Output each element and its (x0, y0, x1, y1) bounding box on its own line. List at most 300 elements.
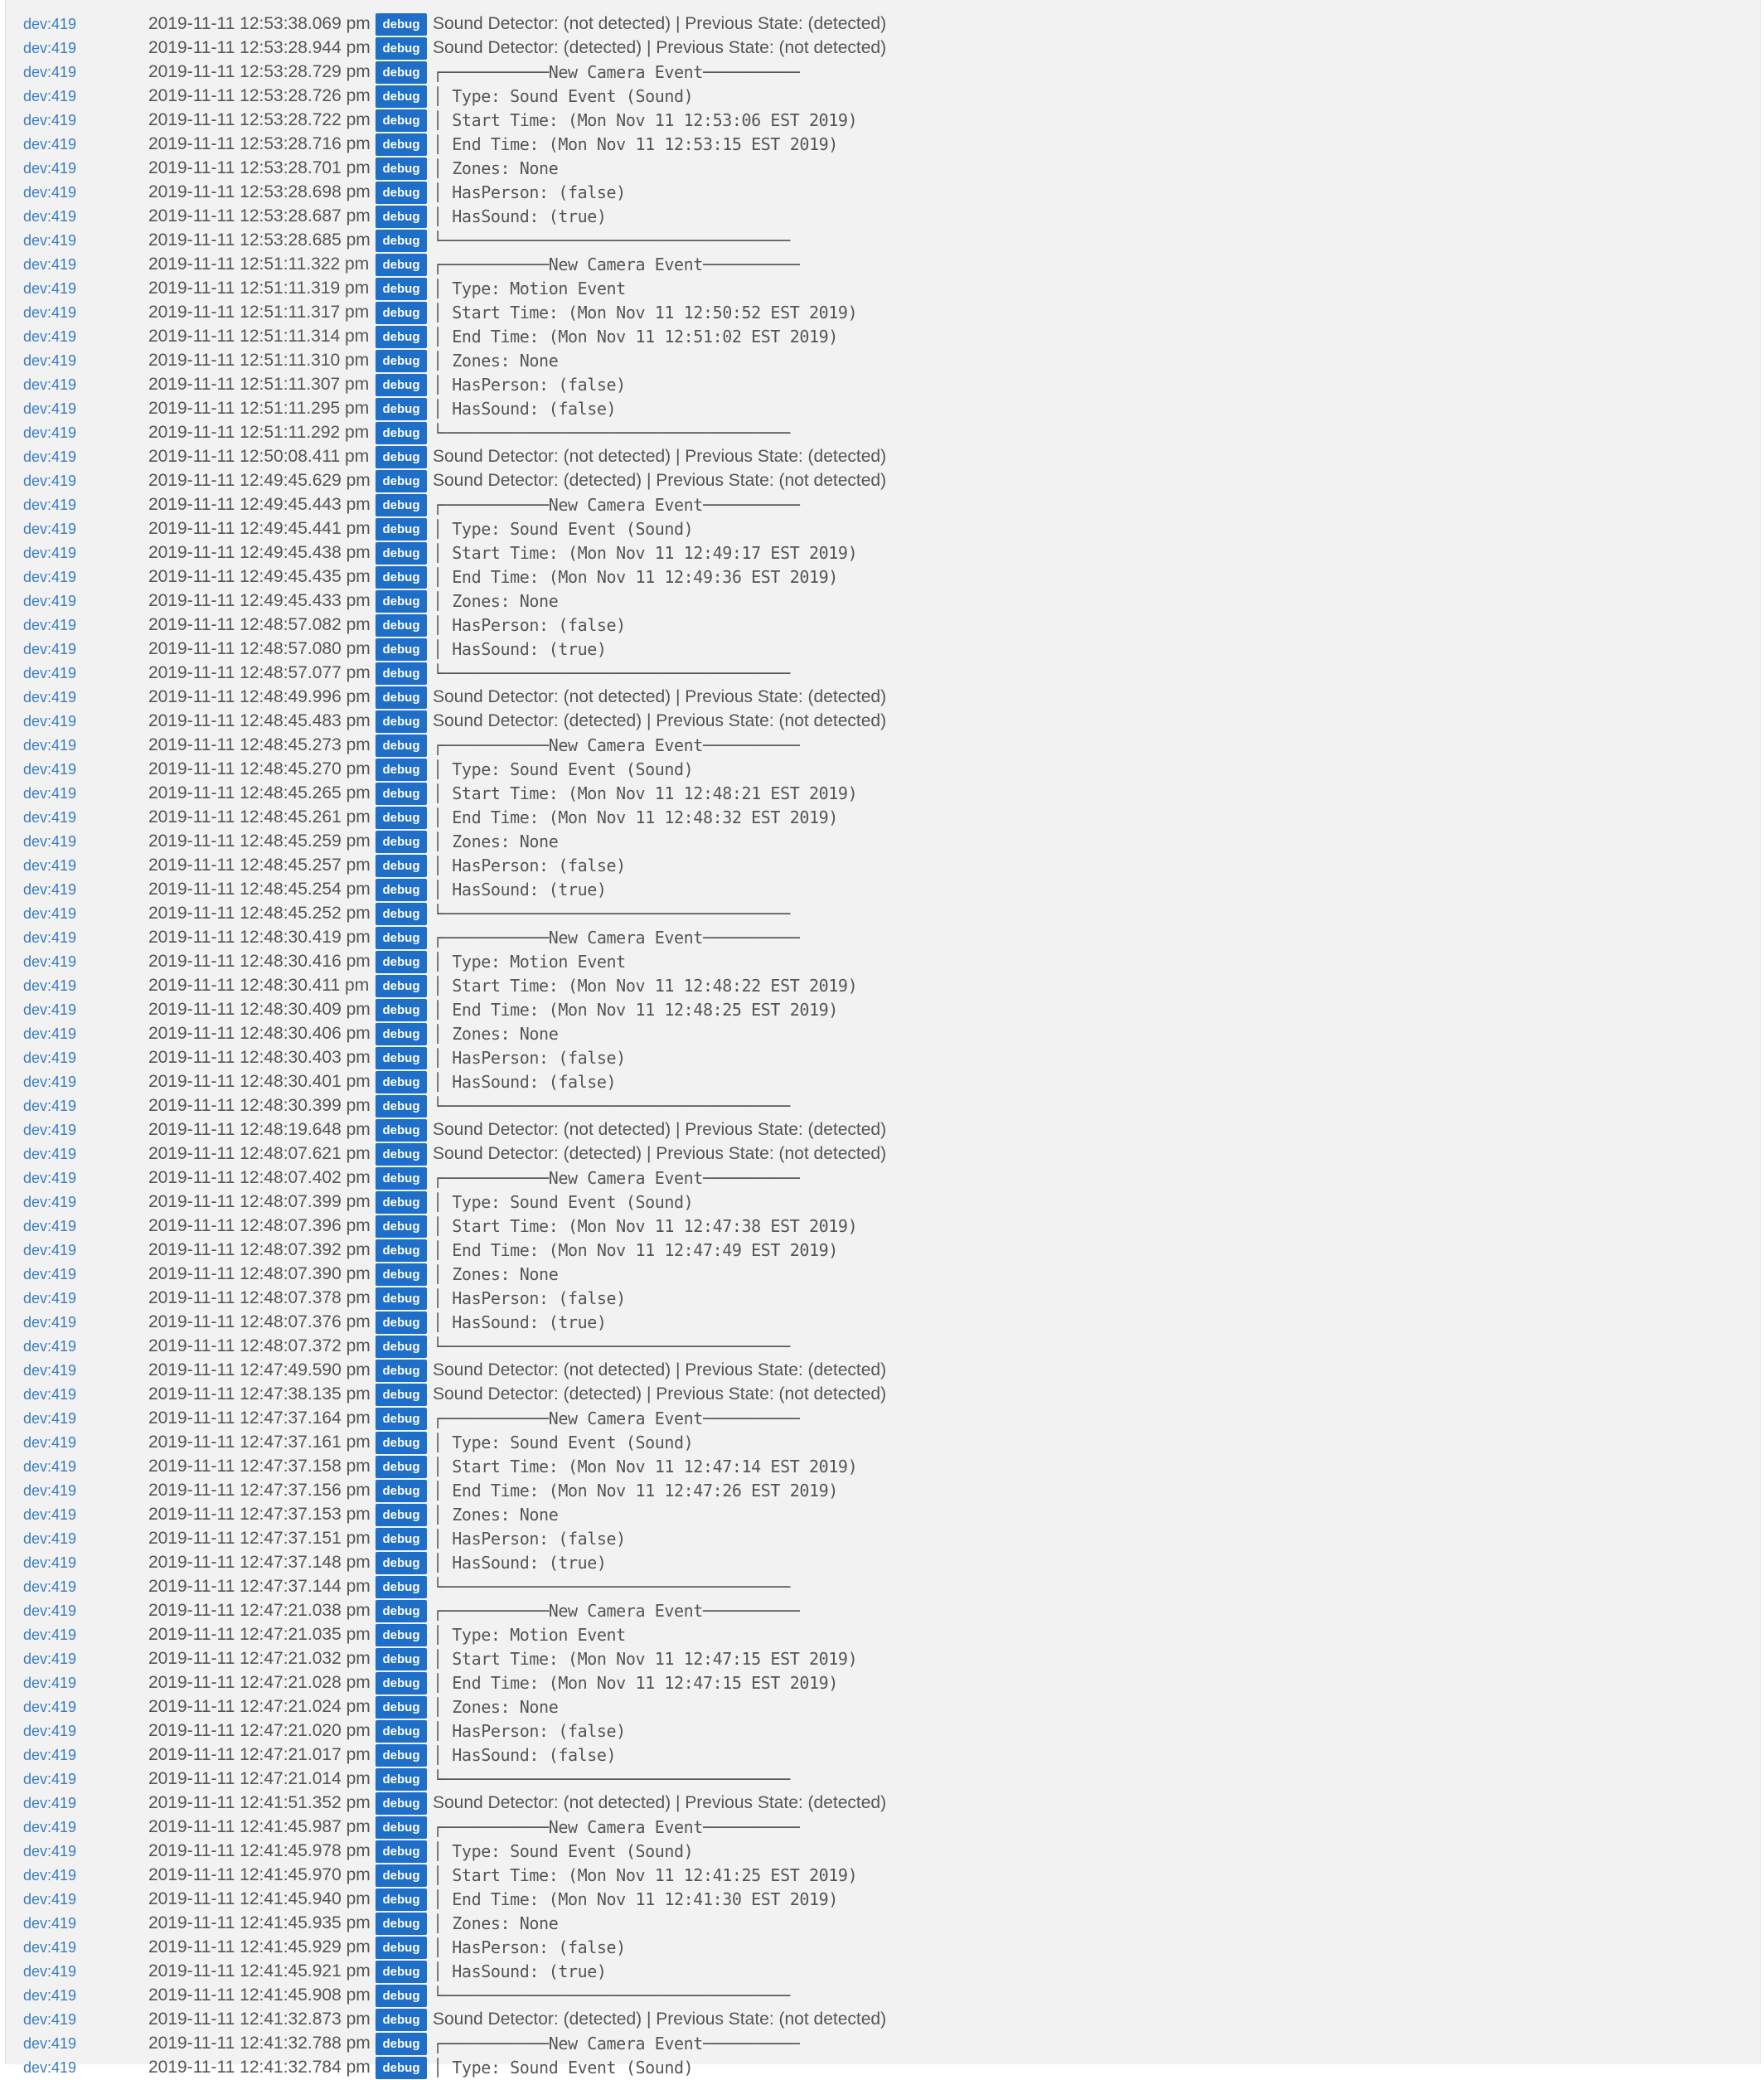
log-timestamp: 2019-11-11 12:53:28.729 pm (148, 62, 371, 81)
log-row (6, 85, 1760, 109)
log-timestamp: 2019-11-11 12:48:45.259 pm (148, 832, 371, 851)
device-link[interactable]: dev:419 (23, 1651, 77, 1667)
log-message: │ Zones: None (433, 351, 559, 371)
log-timestamp: 2019-11-11 12:41:32.788 pm (148, 2034, 371, 2053)
device-link[interactable]: dev:419 (23, 977, 77, 994)
device-link[interactable]: dev:419 (23, 1627, 77, 1643)
log-timestamp: 2019-11-11 12:48:30.409 pm (148, 1000, 371, 1019)
log-level-badge: debug (376, 326, 427, 348)
log-row (6, 2008, 1760, 2032)
log-level-badge: debug (376, 1864, 427, 1887)
log-level-badge: debug (376, 446, 427, 468)
log-message: │ HasPerson: (false) (433, 856, 626, 875)
device-link[interactable]: dev:419 (23, 1386, 77, 1403)
device-link[interactable]: dev:419 (23, 184, 77, 201)
log-row (6, 397, 1760, 421)
log-level-badge: debug (376, 158, 427, 180)
device-link[interactable]: dev:419 (23, 641, 77, 657)
log-row (6, 1888, 1760, 1912)
log-timestamp: 2019-11-11 12:47:37.156 pm (148, 1481, 371, 1500)
log-row (6, 229, 1760, 253)
log-level-badge: debug (376, 206, 427, 228)
log-level-badge: debug (376, 1552, 427, 1574)
device-link[interactable]: dev:419 (23, 160, 77, 177)
log-timestamp: 2019-11-11 12:47:38.135 pm (148, 1384, 371, 1404)
log-row (6, 133, 1760, 157)
log-message: │ End Time: (Mon Nov 11 12:48:32 EST 2019) (433, 807, 838, 827)
device-link[interactable]: dev:419 (23, 1170, 77, 1186)
log-message: │ Start Time: (Mon Nov 11 12:48:22 EST 2019) (433, 976, 858, 996)
log-level-badge: debug (376, 1023, 427, 1045)
log-level-badge: debug (376, 1768, 427, 1791)
device-link[interactable]: dev:419 (23, 1915, 77, 1932)
device-link[interactable]: dev:419 (23, 1458, 77, 1475)
log-timestamp: 2019-11-11 12:48:57.082 pm (148, 615, 371, 634)
log-row (6, 1455, 1760, 1479)
device-link[interactable]: dev:419 (23, 1338, 77, 1355)
log-row (6, 1335, 1760, 1359)
log-timestamp: 2019-11-11 12:47:21.017 pm (148, 1745, 371, 1764)
log-timestamp: 2019-11-11 12:48:07.390 pm (148, 1264, 371, 1283)
log-message: │ Start Time: (Mon Nov 11 12:47:38 EST 2019) (433, 1216, 858, 1236)
log-timestamp: 2019-11-11 12:41:45.940 pm (148, 1889, 371, 1908)
device-link[interactable]: dev:419 (23, 1506, 77, 1523)
log-message: │ Zones: None (433, 1697, 559, 1717)
device-link[interactable]: dev:419 (23, 448, 77, 465)
log-timestamp: 2019-11-11 12:41:45.978 pm (148, 1841, 371, 1860)
log-level-badge: debug (376, 254, 427, 276)
log-level-badge: debug (376, 278, 427, 300)
log-level-badge: debug (376, 759, 427, 781)
device-link[interactable]: dev:419 (23, 1723, 77, 1739)
log-message: ┌───────────New Camera Event────────── (433, 1817, 800, 1837)
device-link[interactable]: dev:419 (23, 1001, 77, 1018)
log-message: │ HasSound: (false) (433, 399, 617, 419)
log-timestamp: 2019-11-11 12:51:11.317 pm (148, 303, 370, 322)
log-level-badge: debug (376, 374, 427, 396)
log-message: │ HasSound: (true) (433, 1961, 607, 1981)
device-link[interactable]: dev:419 (23, 1819, 77, 1835)
device-link[interactable]: dev:419 (23, 1939, 77, 1956)
log-timestamp: 2019-11-11 12:41:45.921 pm (148, 1961, 371, 1981)
log-row (6, 1816, 1760, 1840)
log-level-badge: debug (376, 1336, 427, 1358)
device-link[interactable]: dev:419 (23, 617, 77, 633)
log-level-badge: debug (376, 1937, 427, 1959)
log-row (6, 493, 1760, 517)
log-row (6, 277, 1760, 301)
log-timestamp: 2019-11-11 12:48:30.406 pm (148, 1024, 371, 1043)
log-timestamp: 2019-11-11 12:47:49.590 pm (148, 1360, 371, 1379)
log-message: │ Start Time: (Mon Nov 11 12:41:25 EST 2019) (433, 1865, 858, 1885)
device-link[interactable]: dev:419 (23, 2035, 77, 2052)
log-timestamp: 2019-11-11 12:47:21.028 pm (148, 1673, 371, 1692)
log-message: │ Type: Motion Event (433, 952, 626, 972)
log-level-badge: debug (376, 903, 427, 925)
log-timestamp: 2019-11-11 12:48:07.621 pm (148, 1144, 371, 1163)
log-timestamp: 2019-11-11 12:41:45.970 pm (148, 1865, 371, 1884)
device-link[interactable]: dev:419 (23, 713, 77, 730)
log-timestamp: 2019-11-11 12:53:28.685 pm (148, 230, 371, 250)
device-link[interactable]: dev:419 (23, 881, 77, 898)
log-message: │ HasPerson: (false) (433, 1721, 626, 1741)
device-link[interactable]: dev:419 (23, 665, 77, 681)
log-message: │ Start Time: (Mon Nov 11 12:50:52 EST 2019) (433, 303, 858, 322)
log-level-badge: debug (376, 13, 427, 36)
log-message: │ Zones: None (433, 591, 559, 611)
log-level-badge: debug (376, 1239, 427, 1262)
log-row (6, 1984, 1760, 2008)
device-link[interactable]: dev:419 (23, 1362, 77, 1379)
log-row (6, 1190, 1760, 1215)
device-link[interactable]: dev:419 (23, 2011, 77, 2028)
log-row (6, 1503, 1760, 1527)
log-row (6, 373, 1760, 397)
log-level-badge: debug (376, 1744, 427, 1767)
device-link[interactable]: dev:419 (23, 40, 77, 56)
log-level-badge: debug (376, 61, 427, 84)
log-message: │ HasPerson: (false) (433, 1937, 626, 1957)
log-timestamp: 2019-11-11 12:51:11.295 pm (148, 399, 370, 418)
log-timestamp: 2019-11-11 12:48:07.376 pm (148, 1312, 371, 1331)
log-timestamp: 2019-11-11 12:47:21.035 pm (148, 1625, 371, 1644)
log-message: Sound Detector: (not detected) | Previous State: (detected) (433, 1120, 887, 1139)
log-message: Sound Detector: (detected) | Previous State: (not detected) (433, 471, 887, 490)
log-message: └──────────────────────────────────── (433, 423, 790, 443)
log-level-badge: debug (376, 470, 427, 492)
log-row (6, 1311, 1760, 1335)
log-timestamp: 2019-11-11 12:47:37.164 pm (148, 1408, 371, 1428)
device-link[interactable]: dev:419 (23, 352, 77, 369)
device-link[interactable]: dev:419 (23, 905, 77, 922)
log-row (6, 1671, 1760, 1695)
device-link[interactable]: dev:419 (23, 1218, 77, 1234)
device-link[interactable]: dev:419 (23, 1843, 77, 1859)
log-message: │ Type: Sound Event (Sound) (433, 519, 694, 539)
device-link[interactable]: dev:419 (23, 328, 77, 345)
log-level-badge: debug (376, 999, 427, 1021)
log-timestamp: 2019-11-11 12:51:11.314 pm (148, 327, 370, 346)
device-link[interactable]: dev:419 (23, 1699, 77, 1715)
log-row (6, 998, 1760, 1022)
device-link[interactable]: dev:419 (23, 545, 77, 561)
log-message: ┌───────────New Camera Event────────── (433, 62, 800, 82)
log-row (6, 1046, 1760, 1070)
log-row (6, 589, 1760, 613)
log-level-badge: debug (376, 2009, 427, 2031)
log-level-badge: debug (376, 494, 427, 516)
device-link[interactable]: dev:419 (23, 1795, 77, 1811)
device-link[interactable]: dev:419 (23, 88, 77, 104)
log-row (6, 1431, 1760, 1455)
log-row (6, 1840, 1760, 1864)
device-link[interactable]: dev:419 (23, 689, 77, 705)
log-row (6, 2056, 1760, 2080)
log-row (6, 1551, 1760, 1575)
log-message: │ Start Time: (Mon Nov 11 12:49:17 EST 2019) (433, 543, 858, 563)
log-message: │ Type: Sound Event (Sound) (433, 1841, 694, 1861)
device-link[interactable]: dev:419 (23, 1146, 77, 1162)
log-level-badge: debug (376, 133, 427, 156)
log-message: │ HasPerson: (false) (433, 1529, 626, 1549)
log-message: ┌───────────New Camera Event────────── (433, 1168, 800, 1188)
log-timestamp: 2019-11-11 12:48:07.378 pm (148, 1288, 371, 1307)
log-message: │ Zones: None (433, 1505, 559, 1525)
device-link[interactable]: dev:419 (23, 761, 77, 778)
device-link[interactable]: dev:419 (23, 304, 77, 321)
log-level-badge: debug (376, 566, 427, 589)
log-timestamp: 2019-11-11 12:48:45.270 pm (148, 759, 371, 778)
device-link[interactable]: dev:419 (23, 569, 77, 585)
log-message: Sound Detector: (not detected) | Previous State: (detected) (433, 1360, 887, 1379)
device-link[interactable]: dev:419 (23, 1050, 77, 1066)
log-row (6, 1479, 1760, 1503)
log-row (6, 830, 1760, 854)
device-link[interactable]: dev:419 (23, 473, 77, 489)
log-row (6, 734, 1760, 758)
log-message: │ Type: Sound Event (Sound) (433, 1192, 694, 1212)
log-row (6, 613, 1760, 638)
log-timestamp: 2019-11-11 12:53:28.698 pm (148, 182, 371, 201)
log-row (6, 12, 1760, 36)
log-level-badge: debug (376, 37, 427, 60)
device-link[interactable]: dev:419 (23, 1410, 77, 1427)
log-level-badge: debug (376, 350, 427, 372)
log-row (6, 325, 1760, 349)
log-level-badge: debug (376, 975, 427, 997)
log-message: │ HasSound: (true) (433, 880, 607, 899)
log-panel (5, 0, 1761, 2078)
device-link[interactable]: dev:419 (23, 256, 77, 273)
log-row (6, 157, 1760, 181)
log-message: └──────────────────────────────────── (433, 1577, 790, 1597)
log-timestamp: 2019-11-11 12:47:21.014 pm (148, 1769, 371, 1788)
device-link[interactable]: dev:419 (23, 1963, 77, 1980)
log-message: │ End Time: (Mon Nov 11 12:47:15 EST 2019) (433, 1673, 838, 1693)
log-row (6, 61, 1760, 85)
log-row (6, 902, 1760, 926)
device-link[interactable]: dev:419 (23, 497, 77, 513)
device-link[interactable]: dev:419 (23, 857, 77, 874)
log-timestamp: 2019-11-11 12:48:30.411 pm (148, 976, 370, 995)
device-link[interactable]: dev:419 (23, 1122, 77, 1138)
log-message: └──────────────────────────────────── (433, 663, 790, 683)
log-row (6, 878, 1760, 902)
log-row (6, 541, 1760, 565)
log-timestamp: 2019-11-11 12:50:08.411 pm (148, 447, 370, 466)
device-link[interactable]: dev:419 (23, 400, 77, 417)
log-timestamp: 2019-11-11 12:47:37.153 pm (148, 1505, 371, 1524)
device-link[interactable]: dev:419 (23, 737, 77, 754)
log-timestamp: 2019-11-11 12:41:45.908 pm (148, 1985, 371, 2005)
log-level-badge: debug (376, 1384, 427, 1406)
log-level-badge: debug (376, 1215, 427, 1238)
log-timestamp: 2019-11-11 12:47:37.161 pm (148, 1433, 371, 1452)
log-level-badge: debug (376, 1528, 427, 1550)
device-link[interactable]: dev:419 (23, 64, 77, 80)
device-link[interactable]: dev:419 (23, 833, 77, 850)
device-link[interactable]: dev:419 (23, 1290, 77, 1307)
device-link[interactable]: dev:419 (23, 376, 77, 393)
log-level-badge: debug (376, 1840, 427, 1863)
log-message: └──────────────────────────────────── (433, 1336, 790, 1356)
device-link[interactable]: dev:419 (23, 280, 77, 297)
log-row (6, 1864, 1760, 1888)
device-link[interactable]: dev:419 (23, 1867, 77, 1884)
log-timestamp: 2019-11-11 12:51:11.307 pm (148, 375, 370, 394)
log-message: │ Zones: None (433, 1024, 559, 1044)
device-link[interactable]: dev:419 (23, 1771, 77, 1787)
log-message: ┌───────────New Camera Event────────── (433, 2034, 800, 2053)
log-level-badge: debug (376, 1432, 427, 1454)
log-row (6, 1936, 1760, 1960)
log-level-badge: debug (376, 422, 427, 444)
log-level-badge: debug (376, 230, 427, 252)
log-level-badge: debug (376, 1408, 427, 1430)
log-timestamp: 2019-11-11 12:48:30.416 pm (148, 952, 371, 971)
log-timestamp: 2019-11-11 12:48:45.257 pm (148, 856, 371, 875)
device-link[interactable]: dev:419 (23, 1074, 77, 1090)
log-level-badge: debug (376, 1119, 427, 1142)
log-level-badge: debug (376, 951, 427, 973)
device-link[interactable]: dev:419 (23, 1578, 77, 1595)
log-row (6, 2032, 1760, 2056)
log-level-badge: debug (376, 1456, 427, 1478)
device-link[interactable]: dev:419 (23, 1482, 77, 1499)
log-timestamp: 2019-11-11 12:48:49.996 pm (148, 687, 371, 706)
log-message: └──────────────────────────────────── (433, 1769, 790, 1789)
device-link[interactable]: dev:419 (23, 1747, 77, 1763)
device-link[interactable]: dev:419 (23, 1242, 77, 1258)
log-level-badge: debug (376, 1191, 427, 1214)
log-row (6, 421, 1760, 445)
log-level-badge: debug (376, 710, 427, 733)
device-link[interactable]: dev:419 (23, 1266, 77, 1282)
log-message: │ HasPerson: (false) (433, 375, 626, 395)
device-link[interactable]: dev:419 (23, 1602, 77, 1619)
device-link[interactable]: dev:419 (23, 2059, 77, 2076)
device-link[interactable]: dev:419 (23, 1554, 77, 1571)
log-row (6, 854, 1760, 878)
log-row (6, 36, 1760, 61)
device-link[interactable]: dev:419 (23, 208, 77, 225)
device-link[interactable]: dev:419 (23, 929, 77, 946)
log-level-badge: debug (376, 1143, 427, 1166)
log-timestamp: 2019-11-11 12:53:28.944 pm (148, 38, 371, 57)
log-row (6, 782, 1760, 806)
log-level-badge: debug (376, 1985, 427, 2007)
log-level-badge: debug (376, 1287, 427, 1310)
device-link[interactable]: dev:419 (23, 1530, 77, 1547)
log-row (6, 1070, 1760, 1094)
log-row (6, 638, 1760, 662)
log-message: │ Zones: None (433, 1913, 559, 1933)
device-link[interactable]: dev:419 (23, 521, 77, 537)
log-level-badge: debug (376, 85, 427, 108)
log-level-badge: debug (376, 807, 427, 829)
log-level-badge: debug (376, 398, 427, 420)
log-level-badge: debug (376, 1071, 427, 1093)
log-row (6, 806, 1760, 830)
device-link[interactable]: dev:419 (23, 1891, 77, 1908)
log-timestamp: 2019-11-11 12:49:45.438 pm (148, 543, 371, 562)
log-message: │ HasSound: (true) (433, 206, 607, 226)
device-link[interactable]: dev:419 (23, 16, 77, 32)
log-level-badge: debug (376, 1576, 427, 1598)
log-level-badge: debug (376, 614, 427, 637)
device-link[interactable]: dev:419 (23, 424, 77, 441)
log-level-badge: debug (376, 1504, 427, 1526)
device-link[interactable]: dev:419 (23, 112, 77, 128)
log-timestamp: 2019-11-11 12:49:45.443 pm (148, 495, 371, 514)
log-row (6, 469, 1760, 493)
log-level-badge: debug (376, 1167, 427, 1190)
log-row (6, 1960, 1760, 1984)
device-link[interactable]: dev:419 (23, 1987, 77, 2004)
log-level-badge: debug (376, 783, 427, 805)
log-timestamp: 2019-11-11 12:41:32.873 pm (148, 2010, 371, 2029)
log-message: │ Start Time: (Mon Nov 11 12:47:15 EST 2019) (433, 1649, 858, 1669)
log-message: Sound Detector: (detected) | Previous State: (not detected) (433, 2010, 887, 2029)
log-message: │ End Time: (Mon Nov 11 12:41:30 EST 2019) (433, 1889, 838, 1909)
device-link[interactable]: dev:419 (23, 1434, 77, 1451)
log-message: Sound Detector: (detected) | Previous State: (not detected) (433, 711, 887, 730)
device-link[interactable]: dev:419 (23, 593, 77, 609)
log-row (6, 349, 1760, 373)
log-level-badge: debug (376, 831, 427, 853)
log-row (6, 1359, 1760, 1383)
device-link[interactable]: dev:419 (23, 1025, 77, 1042)
log-message: └──────────────────────────────────── (433, 1985, 790, 2005)
device-link[interactable]: dev:419 (23, 953, 77, 970)
log-level-badge: debug (376, 1888, 427, 1911)
log-message: Sound Detector: (detected) | Previous State: (not detected) (433, 38, 887, 57)
log-timestamp: 2019-11-11 12:47:21.038 pm (148, 1601, 371, 1620)
log-level-badge: debug (376, 1672, 427, 1695)
log-timestamp: 2019-11-11 12:47:21.020 pm (148, 1721, 371, 1740)
device-link[interactable]: dev:419 (23, 232, 77, 249)
device-link[interactable]: dev:419 (23, 809, 77, 826)
log-level-badge: debug (376, 879, 427, 901)
log-row (6, 1239, 1760, 1263)
device-link[interactable]: dev:419 (23, 785, 77, 802)
log-message: │ HasSound: (true) (433, 1312, 607, 1332)
device-link[interactable]: dev:419 (23, 1098, 77, 1114)
log-level-badge: debug (376, 2033, 427, 2055)
log-level-badge: debug (376, 1913, 427, 1935)
log-timestamp: 2019-11-11 12:47:21.032 pm (148, 1649, 371, 1668)
log-message: │ Start Time: (Mon Nov 11 12:48:21 EST 2019) (433, 783, 858, 803)
log-timestamp: 2019-11-11 12:51:11.319 pm (148, 279, 370, 298)
log-row (6, 517, 1760, 541)
log-timestamp: 2019-11-11 12:48:30.399 pm (148, 1096, 371, 1115)
log-timestamp: 2019-11-11 12:48:57.077 pm (148, 663, 371, 682)
log-message: │ End Time: (Mon Nov 11 12:47:26 EST 2019) (433, 1481, 838, 1501)
log-row (6, 205, 1760, 229)
device-link[interactable]: dev:419 (23, 136, 77, 153)
log-level-badge: debug (376, 855, 427, 877)
device-link[interactable]: dev:419 (23, 1675, 77, 1691)
log-timestamp: 2019-11-11 12:47:37.151 pm (148, 1529, 371, 1548)
log-timestamp: 2019-11-11 12:48:45.252 pm (148, 904, 371, 923)
log-message: │ Zones: None (433, 832, 559, 851)
log-message: │ End Time: (Mon Nov 11 12:47:49 EST 2019) (433, 1240, 838, 1260)
log-message: │ Type: Sound Event (Sound) (433, 86, 694, 106)
log-row (6, 1166, 1760, 1190)
log-timestamp: 2019-11-11 12:48:30.401 pm (148, 1072, 371, 1091)
device-link[interactable]: dev:419 (23, 1194, 77, 1210)
device-link[interactable]: dev:419 (23, 1314, 77, 1331)
